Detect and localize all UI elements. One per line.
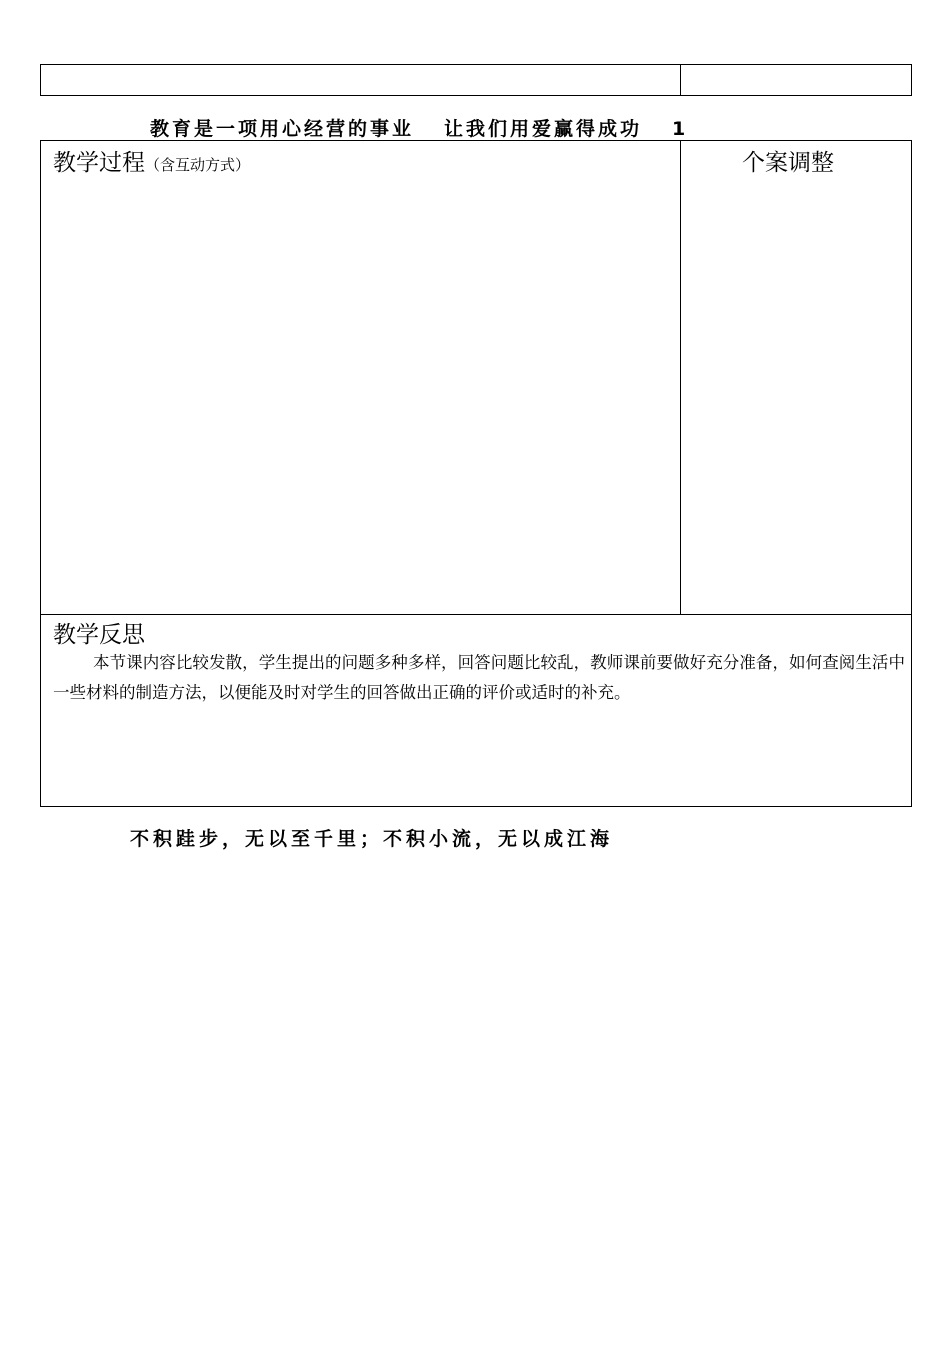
top-table-divider: [680, 64, 681, 96]
process-table-divider: [680, 140, 681, 615]
header-motto-left: 教育是一项用心经营的事业: [150, 118, 415, 140]
process-section-heading: [53, 144, 250, 177]
top-table-row: [40, 64, 912, 96]
process-table: [40, 140, 912, 615]
header-motto: [150, 114, 688, 141]
process-note: （含互动方式）: [145, 156, 251, 174]
process-title: 教学过程: [53, 150, 145, 176]
reflection-text: 本节课内容比较发散，学生提出的问题多种多样，回答问题比较乱，教师课前要做好充分准备，如何查阅生活中一些材料的制造方法，以便能及时对学生的回答做出正确的评价或适时的补充。: [53, 653, 905, 702]
page-number: 1: [672, 118, 689, 140]
header-motto-right: 让我们用爱赢得成功: [444, 118, 643, 140]
adjust-title: 个案调整: [742, 150, 834, 176]
reflection-title: 教学反思: [53, 622, 145, 648]
reflection-box: [40, 614, 912, 807]
footer-quote: 不积跬步，无以至千里；不积小流，无以成江海: [130, 828, 614, 850]
